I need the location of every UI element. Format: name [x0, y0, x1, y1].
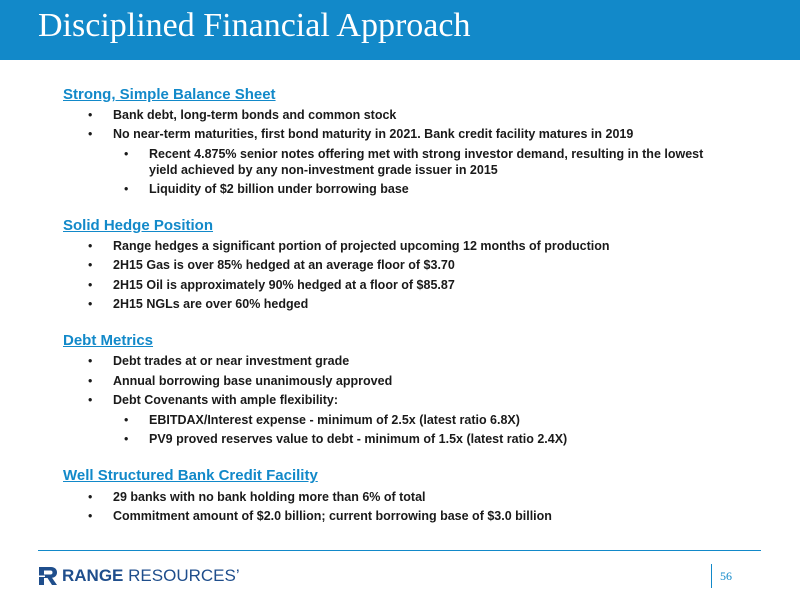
bullet-icon: • — [88, 258, 93, 272]
bullet-icon: • — [88, 278, 93, 292]
section-heading-hedge-position: Solid Hedge Position — [63, 217, 214, 234]
bullet-icon: • — [88, 354, 93, 368]
sub-bullet-text: Liquidity of $2 billion under borrowing base — [149, 182, 409, 196]
page-number: 56 — [720, 569, 732, 583]
sub-bullet-item — [124, 412, 709, 428]
logo-text-light: RESOURCES — [128, 566, 236, 585]
bullet-text: Debt Covenants with ample flexibility: — [113, 393, 339, 407]
bullet-text: 29 banks with no bank holding more than 6% of total — [113, 490, 426, 504]
sub-bullet-item — [124, 431, 709, 447]
bullet-item — [88, 277, 773, 293]
page-number-divider — [711, 564, 712, 588]
bullet-icon: • — [88, 239, 93, 253]
section-heading-balance-sheet: Strong, Simple Balance Sheet — [63, 86, 276, 103]
bullet-icon: • — [124, 182, 129, 196]
bullet-item — [88, 238, 773, 254]
bullet-text: Annual borrowing base unanimously approved — [113, 374, 393, 388]
bullet-icon: • — [88, 127, 93, 141]
bullet-item — [88, 373, 773, 389]
logo-wordmark — [62, 566, 240, 586]
bullet-text: Commitment amount of $2.0 billion; current borrowing base of $3.0 billion — [113, 509, 552, 523]
section-heading-bank-credit-facility: Well Structured Bank Credit Facility — [63, 467, 318, 484]
sub-bullet-text: PV9 proved reserves value to debt - minimum of 1.5x (latest ratio 2.4X) — [149, 432, 568, 446]
bullet-text: No near-term maturities, first bond maturity in 2021. Bank credit facility matures in 2019 — [113, 127, 634, 141]
bullet-text: Debt trades at or near investment grade — [113, 354, 350, 368]
footer-divider — [38, 550, 761, 551]
section-heading-debt-metrics: Debt Metrics — [63, 332, 154, 349]
slide-title: Disciplined Financial Approach — [38, 7, 471, 44]
range-resources-logo — [38, 565, 240, 587]
bullet-item — [88, 489, 773, 505]
bullet-text: Range hedges a significant portion of projected upcoming 12 months of production — [113, 239, 610, 253]
bullet-text: Bank debt, long-term bonds and common stock — [113, 108, 397, 122]
bullet-text: 2H15 Gas is over 85% hedged at an average floor of $3.70 — [113, 258, 455, 272]
bullet-icon: • — [88, 393, 93, 407]
bullet-icon: • — [124, 413, 129, 427]
bullet-item — [88, 296, 773, 312]
sub-bullet-item — [124, 181, 709, 197]
bullet-item — [88, 353, 773, 369]
sub-bullet-text: Recent 4.875% senior notes offering met with strong investor demand, resulting in the lowest yield achieved by any non-investment grade issuer in 2015 — [149, 147, 704, 177]
bullet-item — [88, 107, 773, 123]
range-resources-r-icon — [38, 566, 58, 586]
bullet-icon: • — [88, 374, 93, 388]
bullet-icon: • — [124, 432, 129, 446]
bullet-item — [88, 508, 773, 524]
bullet-icon: • — [124, 147, 129, 161]
bullet-icon: • — [88, 509, 93, 523]
sub-bullet-text: EBITDAX/Interest expense - minimum of 2.5x (latest ratio 6.8X) — [149, 413, 520, 427]
bullet-icon: • — [88, 108, 93, 122]
sub-bullet-item — [124, 146, 709, 178]
bullet-text: 2H15 Oil is approximately 90% hedged at a floor of $85.87 — [113, 278, 455, 292]
logo-trademark: ’ — [235, 566, 240, 585]
bullet-icon: • — [88, 490, 93, 504]
bullet-item — [88, 392, 773, 408]
bullet-item — [88, 257, 773, 273]
bullet-icon: • — [88, 297, 93, 311]
bullet-text: 2H15 NGLs are over 60% hedged — [113, 297, 309, 311]
bullet-item — [88, 126, 773, 142]
logo-text-strong: RANGE — [62, 566, 124, 585]
